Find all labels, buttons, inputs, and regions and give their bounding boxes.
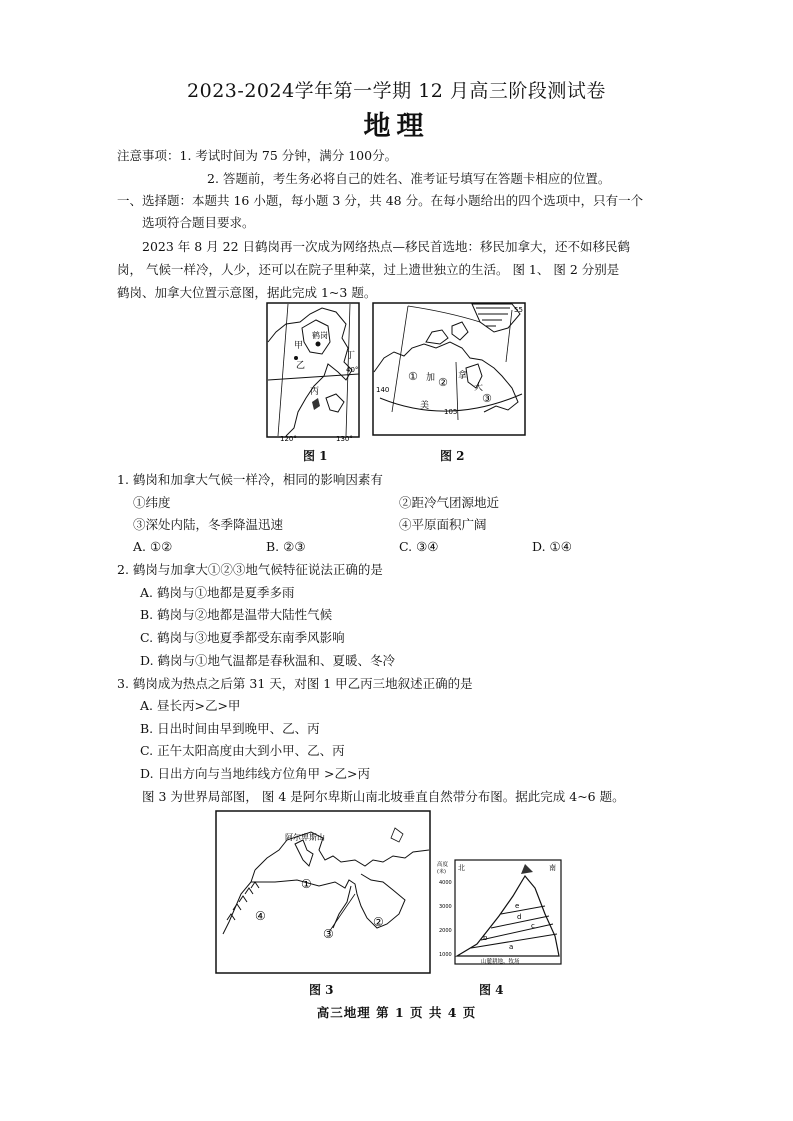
material-1-line-1: 2023 年 8 月 22 日鹤岗再一次成为网络热点—移民首选地：移民加拿大，还不如移民鹤: [142, 239, 631, 254]
material-2-line-1: 图 3 为世界局部图， 图 4 是阿尔卑斯山南北坡垂直自然带分布图。据此完成 4~6 题。: [142, 789, 625, 804]
question-1-item-2: ②距冷气团源地近: [399, 495, 500, 510]
fig4-north-label: 北: [458, 864, 465, 872]
fig1-label-lon2: 130°: [336, 435, 353, 442]
question-2-option-c: C. 鹤岗与③地夏季都受东南季风影响: [140, 630, 345, 645]
figure-4-caption: 图 4: [479, 983, 504, 997]
fig1-label-lon1: 120°: [280, 435, 297, 442]
figure-2-caption: 图 2: [440, 449, 465, 463]
question-3-option-d: D. 日出方向与当地纬线方位角甲 >乙>丙: [140, 766, 370, 781]
fig3-marker-1: ①: [301, 877, 312, 891]
fig4-zone-b: b: [483, 934, 488, 942]
fig4-tick-4000: 4000: [439, 880, 452, 886]
figure-1-map: [266, 302, 361, 442]
question-1-option-c: C. ③④: [399, 539, 439, 554]
fig4-zone-d: d: [517, 913, 522, 921]
notice-line-2: 2. 答题前，考生务必将自己的姓名、准考证号填写在答题卡相应的位置。: [207, 171, 611, 186]
fig1-label-yi: 乙: [296, 361, 306, 371]
fig4-unit-label: (米): [437, 869, 446, 875]
fig2-label-55: 55: [514, 306, 523, 314]
fig2-marker-2: ②: [438, 376, 448, 389]
page-footer: 高三地理 第 1 页 共 4 页: [316, 1005, 477, 1020]
question-3-stem: 3. 鹤岗成为热点之后第 31 天，对图 1 甲乙丙三地叙述正确的是: [117, 676, 473, 691]
fig1-label-jia: 甲: [294, 341, 304, 351]
notice-line-1: 注意事项：1. 考试时间为 75 分钟，满分 100分。: [117, 148, 398, 163]
question-1-option-a: A. ①②: [133, 539, 173, 554]
fig2-label-140: 140: [376, 386, 390, 394]
fig4-tick-1000: 1000: [439, 952, 452, 958]
section-heading-line-2: 选项符合题目要求。: [142, 215, 255, 230]
figure-4-vertical-zones: [437, 856, 567, 972]
fig3-marker-4: ④: [255, 909, 266, 923]
question-2-option-b: B. 鹤岗与②地都是温带大陆性气候: [140, 607, 333, 622]
question-2-stem: 2. 鹤岗与加拿大①②③地气候特征说法正确的是: [117, 562, 383, 577]
subject-title: 地理: [363, 111, 430, 142]
fig1-label-lat: 40°: [346, 366, 359, 374]
fig3-marker-3: ③: [323, 927, 334, 941]
figure-2-map: [372, 302, 527, 438]
fig4-tick-3000: 3000: [439, 904, 452, 910]
fig4-zone-c: c: [531, 922, 535, 930]
question-1-item-4: ④平原面积广阔: [399, 517, 487, 532]
fig1-label-bing: 丙: [310, 387, 320, 397]
fig2-label-105: 105: [444, 408, 458, 416]
fig4-altitude-label: 高度: [437, 862, 449, 868]
fig3-marker-2: ②: [373, 915, 384, 929]
section-heading-line-1: 一、选择题：本题共 16 小题，每小题 3 分，共 48 分。在每小题给出的四个选项中，只有一个: [117, 193, 644, 208]
question-1-stem: 1. 鹤岗和加拿大气候一样冷，相同的影响因素有: [117, 472, 383, 487]
fig4-base-label: 山麓耕地、牧场: [481, 959, 520, 965]
fig2-marker-1: ①: [408, 370, 418, 383]
question-2-option-a: A. 鹤岗与①地都是夏季多雨: [140, 585, 295, 600]
fig1-label-hegang: 鹤岗: [312, 331, 328, 340]
material-1-line-2: 岗， 气候一样冷，人少，还可以在院子里种菜，过上遗世独立的生活。 图 1、 图 2 分别是: [117, 262, 620, 277]
fig4-zone-a: a: [509, 943, 514, 951]
exam-title: 2023-2024学年第一学期 12 月高三阶段测试卷: [187, 80, 606, 102]
question-1-option-b: B. ②③: [266, 539, 306, 554]
fig2-label-da: 大: [474, 383, 484, 393]
fig3-label-alps: 阿尔卑斯山: [285, 833, 325, 842]
question-1-item-3: ③深处内陆，冬季降温迅速: [133, 517, 284, 532]
fig1-label-ding: 丁: [346, 351, 356, 361]
question-3-option-c: C. 正午太阳高度由大到小甲、乙、丙: [140, 743, 345, 758]
fig2-label-na: 拿: [458, 371, 468, 381]
figure-3-map: [215, 810, 432, 976]
fig2-label-jia: 加: [426, 373, 436, 383]
question-1-item-1: ①纬度: [133, 495, 171, 510]
question-1-option-d: D. ①④: [532, 539, 572, 554]
fig4-tick-2000: 2000: [439, 928, 452, 934]
question-3-option-b: B. 日出时间由早到晚甲、乙、丙: [140, 721, 320, 736]
fig4-south-label: 南: [549, 864, 556, 872]
fig4-zone-e: e: [515, 902, 520, 910]
material-1-line-3: 鹤岗、加拿大位置示意图，据此完成 1~3 题。: [117, 285, 377, 300]
fig2-label-mei: 美: [420, 401, 430, 411]
figure-1-caption: 图 1: [303, 449, 328, 463]
figure-3-caption: 图 3: [309, 983, 334, 997]
question-2-option-d: D. 鹤岗与①地气温都是春秋温和、夏暖、冬冷: [140, 653, 396, 668]
question-3-option-a: A. 昼长丙>乙>甲: [140, 698, 241, 713]
fig2-marker-3: ③: [482, 392, 492, 405]
